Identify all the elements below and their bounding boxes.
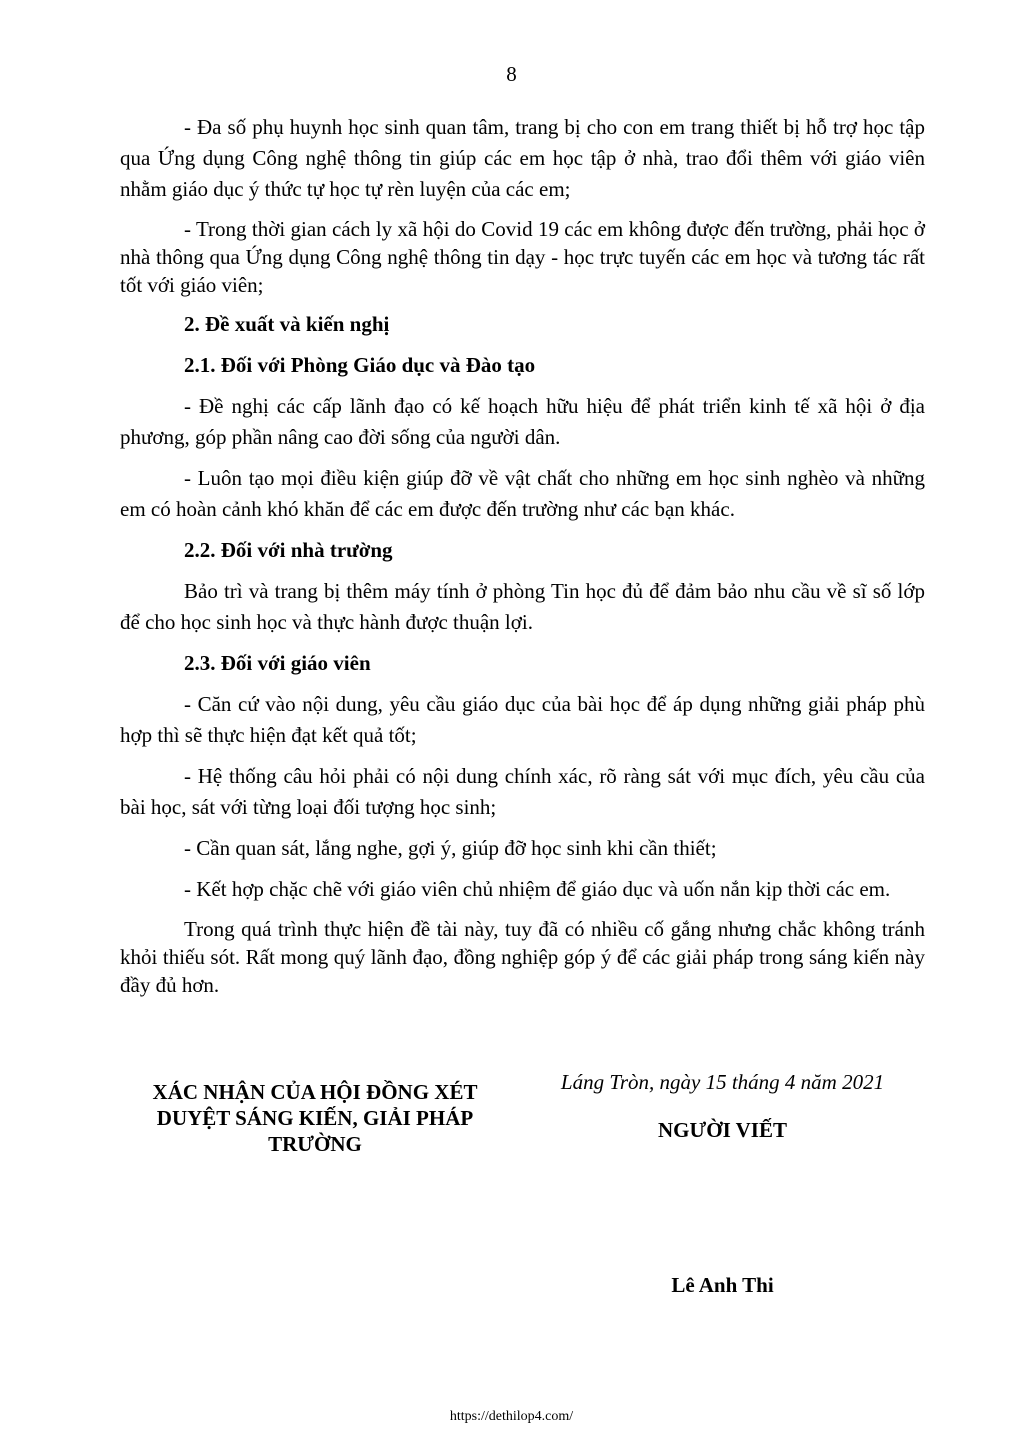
council-line-1: XÁC NHẬN CỦA HỘI ĐỒNG XÉT: [152, 1080, 478, 1104]
subsection-heading-teachers: 2.3. Đối với giáo viên: [184, 651, 371, 675]
author-block: [520, 1067, 925, 1297]
paragraph-economic-plan: - Đề nghị các cấp lãnh đạo có kế hoạch hữu hiệu để phát triển kinh tế xã hội ở địa phương, góp phần nâng cao đời sống của người dân.: [120, 394, 925, 449]
document-body: [120, 112, 925, 1009]
paragraph-conclusion: Trong quá trình thực hiện đề tài này, tuy đã có nhiều cố gắng nhưng chắc không tránh khỏi thiếu sót. Rất mong quý lãnh đạo, đồng nghiệp góp ý để các giải pháp trong sáng kiến này đầy đủ hơn.: [120, 917, 925, 997]
council-confirmation: [120, 1079, 510, 1157]
paragraph-support-poor-students: - Luôn tạo mọi điều kiện giúp đỡ về vật chất cho những em học sinh nghèo và những em có hoàn cảnh khó khăn để các em được đến trường như các bạn khác.: [120, 466, 925, 521]
subsection-heading-school: 2.2. Đối với nhà trường: [184, 538, 393, 562]
paragraph-parent-support: - Đa số phụ huynh học sinh quan tâm, trang bị cho con em trang thiết bị hỗ trợ học tập qua Ứng dụng Công nghệ thông tin giúp các em học tập ở nhà, trao đổi thêm với giáo viên nhằm giáo dục ý thức tự học tự rèn luyện của các em;: [120, 115, 925, 201]
subsection-heading-education-office: 2.1. Đối với Phòng Giáo dục và Đào tạo: [184, 353, 536, 377]
author-title: NGƯỜI VIẾT: [658, 1118, 787, 1142]
council-line-2: DUYỆT SÁNG KIẾN, GIẢI PHÁP: [156, 1106, 474, 1130]
council-line-3: TRƯỜNG: [268, 1132, 362, 1156]
paragraph-observe-students: - Cần quan sát, lắng nghe, gợi ý, giúp đỡ học sinh khi cần thiết;: [184, 836, 717, 860]
footer-url: https://dethilop4.com/: [449, 1409, 574, 1424]
paragraph-computer-maintenance: Bảo trì và trang bị thêm máy tính ở phòng Tin học đủ để đảm bảo nhu cầu về sĩ số lớp để cho học sinh học và thực hành được thuận lợi.: [120, 579, 925, 634]
section-heading-proposals: 2. Đề xuất và kiến nghị: [184, 312, 390, 336]
signing-date: Láng Tròn, ngày 15 tháng 4 năm 2021: [560, 1070, 885, 1094]
paragraph-cooperate-homeroom: - Kết hợp chặc chẽ với giáo viên chủ nhiệm để giáo dục và uốn nắn kịp thời các em.: [184, 877, 891, 901]
paragraph-covid-online-learning: - Trong thời gian cách ly xã hội do Covid 19 các em không được đến trường, phải học ở nhà thông qua Ứng dụng Công nghệ thông tin dạy - học trực tuyến các em học và tương tác rất tốt với giáo viên;: [120, 217, 925, 297]
author-name: Lê Anh Thi: [671, 1273, 774, 1297]
page-number: 8: [506, 62, 517, 86]
paragraph-question-system: - Hệ thống câu hỏi phải có nội dung chính xác, rõ ràng sát với mục đích, yêu cầu của bài học, sát với từng loại đối tượng học sinh;: [120, 764, 925, 819]
paragraph-teaching-content: - Căn cứ vào nội dung, yêu cầu giáo dục của bài học để áp dụng những giải pháp phù hợp thì sẽ thực hiện đạt kết quả tốt;: [120, 692, 925, 747]
signature-block: [120, 1067, 925, 1327]
